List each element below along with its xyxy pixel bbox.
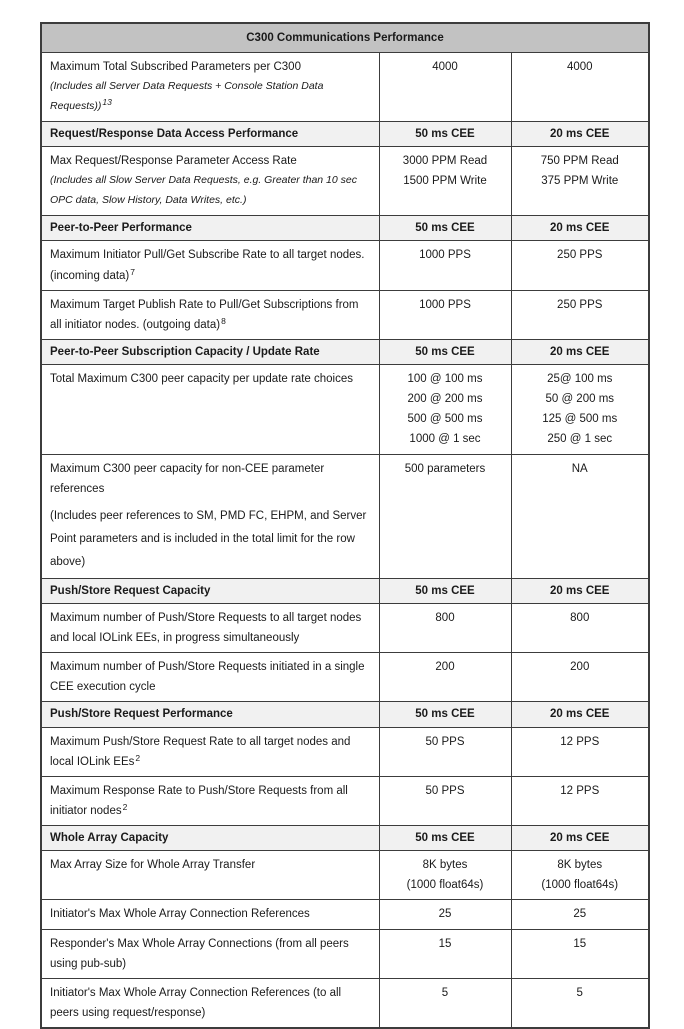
spec-label-cell — [41, 978, 379, 1028]
value-cell-20ms-cee — [511, 727, 649, 776]
table-row — [41, 776, 649, 825]
spec-label-cell — [41, 727, 379, 776]
table-row — [41, 851, 649, 900]
value-cell-20ms-cee — [511, 290, 649, 339]
value-cell-50ms-cee — [379, 147, 511, 216]
value-cell-50ms-cee — [379, 603, 511, 652]
table-title-row — [41, 23, 649, 53]
value-line: 250 PPS — [557, 298, 603, 311]
section-header-row — [41, 339, 649, 364]
table-row — [41, 241, 649, 290]
value-line: 125 @ 500 ms — [542, 413, 618, 426]
cee-column-header: 20 ms CEE — [550, 832, 610, 844]
value-cell-20ms-cee — [511, 929, 649, 978]
spec-label: Maximum Target Publish Rate to Pull/Get Subscriptions from all initiator nodes. (outgoing data) — [50, 298, 359, 331]
footnote-superscript: 2 — [122, 801, 128, 812]
table-row — [41, 365, 649, 455]
spec-label: Maximum number of Push/Store Requests to all target nodes and local IOLink EEs, in progress simultaneously — [50, 611, 362, 644]
value-cell-20ms-cee — [511, 53, 649, 122]
cee-column-header: 50 ms CEE — [415, 584, 475, 597]
value-line: 4000 — [566, 61, 593, 74]
value-line: 8K bytes — [557, 859, 603, 872]
spec-label: Maximum C300 peer capacity for non-CEE parameter references — [50, 462, 325, 495]
spec-label-cell — [41, 53, 379, 122]
value-cell-50ms-cee — [379, 290, 511, 339]
footnote-superscript: 8 — [221, 315, 226, 326]
section-title-cell — [41, 826, 379, 851]
table-row — [41, 53, 649, 122]
spec-label: Maximum number of Push/Store Requests initiated in a single CEE execution cycle — [50, 661, 365, 694]
section-header-row — [41, 578, 649, 603]
value-cell-50ms-cee — [379, 851, 511, 900]
value-line: 1500 PPM Write — [403, 175, 487, 188]
spec-label: Maximum Response Rate to Push/Store Requests from all initiator nodes — [50, 784, 348, 817]
cee-column-header: 20 ms CEE — [550, 128, 610, 141]
value-line: 50 PPS — [425, 784, 465, 797]
value-line: 800 — [570, 611, 590, 624]
value-cell-20ms-cee — [511, 653, 649, 702]
section-title: Request/Response Data Access Performance — [50, 128, 299, 141]
spec-label-cell — [41, 851, 379, 900]
section-header-row — [41, 826, 649, 851]
value-line: 250 @ 1 sec — [547, 433, 613, 446]
cee-column-header: 50 ms CEE — [415, 222, 475, 235]
value-cell-50ms-cee — [379, 653, 511, 702]
section-title: Push/Store Request Performance — [50, 708, 233, 721]
value-cell-20ms-cee — [511, 578, 649, 603]
table-row — [41, 603, 649, 652]
value-line: 250 PPS — [557, 249, 603, 262]
value-cell-50ms-cee — [379, 578, 511, 603]
value-line: 200 @ 200 ms — [407, 393, 483, 406]
cee-column-header: 20 ms CEE — [550, 584, 610, 597]
value-line: 200 — [435, 661, 455, 674]
value-line: 800 — [435, 611, 455, 624]
spec-label-cell — [41, 653, 379, 702]
value-line: 1000 PPS — [419, 249, 471, 262]
value-cell-20ms-cee — [511, 978, 649, 1028]
section-title: Push/Store Request Capacity — [50, 584, 211, 597]
value-line: NA — [571, 462, 588, 475]
section-header-row — [41, 216, 649, 241]
table-row — [41, 653, 649, 702]
section-title: Peer-to-Peer Performance — [50, 222, 192, 235]
value-cell-50ms-cee — [379, 776, 511, 825]
value-cell-20ms-cee — [511, 216, 649, 241]
value-line: 200 — [570, 661, 590, 674]
cee-column-header: 50 ms CEE — [415, 708, 475, 721]
value-line: 375 PPM Write — [541, 175, 619, 188]
value-cell-50ms-cee — [379, 727, 511, 776]
value-cell-20ms-cee — [511, 454, 649, 578]
value-line: 1000 PPS — [419, 298, 471, 311]
value-line: (1000 float64s) — [541, 879, 619, 892]
section-title: Whole Array Capacity — [50, 832, 169, 844]
table-row — [41, 929, 649, 978]
section-title-cell — [41, 702, 379, 727]
cee-column-header: 50 ms CEE — [415, 345, 475, 358]
cee-column-header: 50 ms CEE — [415, 128, 475, 141]
spec-label-cell — [41, 365, 379, 455]
value-cell-50ms-cee — [379, 53, 511, 122]
value-cell-50ms-cee — [379, 241, 511, 290]
section-title-cell — [41, 339, 379, 364]
footnote-superscript: 7 — [130, 266, 135, 277]
value-cell-20ms-cee — [511, 603, 649, 652]
value-cell-20ms-cee — [511, 851, 649, 900]
section-header-row — [41, 122, 649, 147]
table-row — [41, 900, 649, 929]
spec-label: Initiator's Max Whole Array Connection References (to all peers using request/response) — [50, 986, 342, 1019]
footnote-superscript: 13 — [102, 97, 112, 108]
value-cell-20ms-cee — [511, 241, 649, 290]
value-cell-50ms-cee — [379, 702, 511, 727]
value-cell-50ms-cee — [379, 216, 511, 241]
value-cell-20ms-cee — [511, 339, 649, 364]
table-row — [41, 978, 649, 1028]
section-header-row — [41, 702, 649, 727]
spec-label-cell — [41, 147, 379, 216]
value-cell-20ms-cee — [511, 365, 649, 455]
spec-label-cell — [41, 900, 379, 929]
value-line: 12 PPS — [560, 735, 600, 748]
cee-column-header: 20 ms CEE — [550, 345, 610, 358]
value-line: 5 — [441, 986, 449, 999]
value-line: 15 — [573, 937, 587, 950]
value-line: 5 — [576, 986, 583, 999]
cee-column-header: 20 ms CEE — [550, 708, 610, 721]
table-title: C300 Communications Performance — [41, 23, 649, 53]
value-line: 4000 — [432, 61, 458, 74]
value-line: 3000 PPM Read — [402, 155, 488, 168]
spec-label-cell — [41, 929, 379, 978]
value-line: 15 — [438, 937, 452, 950]
section-title: Peer-to-Peer Subscription Capacity / Update Rate — [50, 345, 320, 358]
table-row — [41, 727, 649, 776]
value-line: 1000 @ 1 sec — [409, 433, 481, 446]
spec-label-cell — [41, 241, 379, 290]
value-cell-50ms-cee — [379, 339, 511, 364]
spec-label-cell — [41, 454, 379, 578]
spec-label: Initiator's Max Whole Array Connection References — [50, 908, 310, 921]
spec-label-cell — [41, 776, 379, 825]
spec-note — [50, 171, 371, 211]
value-line: 8K bytes — [422, 859, 468, 872]
section-title-cell — [41, 578, 379, 603]
spec-label: Maximum Total Subscribed Parameters per C300 — [50, 61, 301, 74]
spec-note-text: (Includes all Slow Server Data Requests, e.g. Greater than 10 sec OPC data, Slow History, Data Writes, etc.) — [50, 174, 357, 207]
spec-detail: (Includes peer references to SM, PMD FC, EHPM, and Server Point parameters and is included in the total limit for the row above) — [50, 509, 367, 568]
value-line: 25@ 100 ms — [547, 373, 613, 385]
value-cell-20ms-cee — [511, 826, 649, 851]
spec-label-cell — [41, 603, 379, 652]
value-cell-20ms-cee — [511, 900, 649, 929]
value-line: 50 @ 200 ms — [545, 393, 615, 406]
value-cell-20ms-cee — [511, 122, 649, 147]
spec-label: Maximum Push/Store Request Rate to all target nodes and local IOLink EEs — [50, 735, 351, 768]
spec-label: Responder's Max Whole Array Connections (from all peers using pub-sub) — [50, 937, 349, 970]
value-cell-20ms-cee — [511, 702, 649, 727]
spec-label: Total Maximum C300 peer capacity per update rate choices — [50, 373, 353, 385]
cee-column-header: 20 ms CEE — [550, 222, 610, 235]
value-line: 100 @ 100 ms — [407, 373, 483, 385]
spec-note — [50, 77, 371, 117]
value-line: 500 @ 500 ms — [407, 413, 483, 426]
spec-label: Maximum Initiator Pull/Get Subscribe Rate to all target nodes. (incoming data) — [50, 249, 365, 282]
table-body — [41, 23, 649, 1028]
table-row — [41, 290, 649, 339]
value-line: 750 PPM Read — [540, 155, 619, 168]
value-line: 50 PPS — [425, 735, 465, 748]
value-line: (1000 float64s) — [406, 879, 484, 892]
section-title-cell — [41, 216, 379, 241]
value-line: 12 PPS — [560, 784, 600, 797]
value-cell-20ms-cee — [511, 776, 649, 825]
cee-column-header: 50 ms CEE — [415, 832, 475, 844]
c300-performance-table — [40, 22, 650, 1029]
value-cell-50ms-cee — [379, 826, 511, 851]
value-cell-20ms-cee — [511, 147, 649, 216]
table-row — [41, 454, 649, 578]
value-cell-50ms-cee — [379, 122, 511, 147]
value-line: 25 — [438, 908, 452, 921]
spec-label-cell — [41, 290, 379, 339]
section-title-cell — [41, 122, 379, 147]
value-cell-50ms-cee — [379, 978, 511, 1028]
spec-label: Max Request/Response Parameter Access Rate — [50, 155, 297, 168]
spec-label: Max Array Size for Whole Array Transfer — [50, 859, 256, 872]
table-row — [41, 147, 649, 216]
spec-note-text: (Includes all Server Data Requests + Console Station Data Requests)) — [50, 80, 324, 113]
value-cell-50ms-cee — [379, 365, 511, 455]
value-cell-50ms-cee — [379, 454, 511, 578]
value-line: 500 parameters — [404, 462, 486, 475]
value-line: 25 — [573, 908, 587, 921]
value-cell-50ms-cee — [379, 929, 511, 978]
value-cell-50ms-cee — [379, 900, 511, 929]
footnote-superscript: 2 — [135, 752, 141, 763]
